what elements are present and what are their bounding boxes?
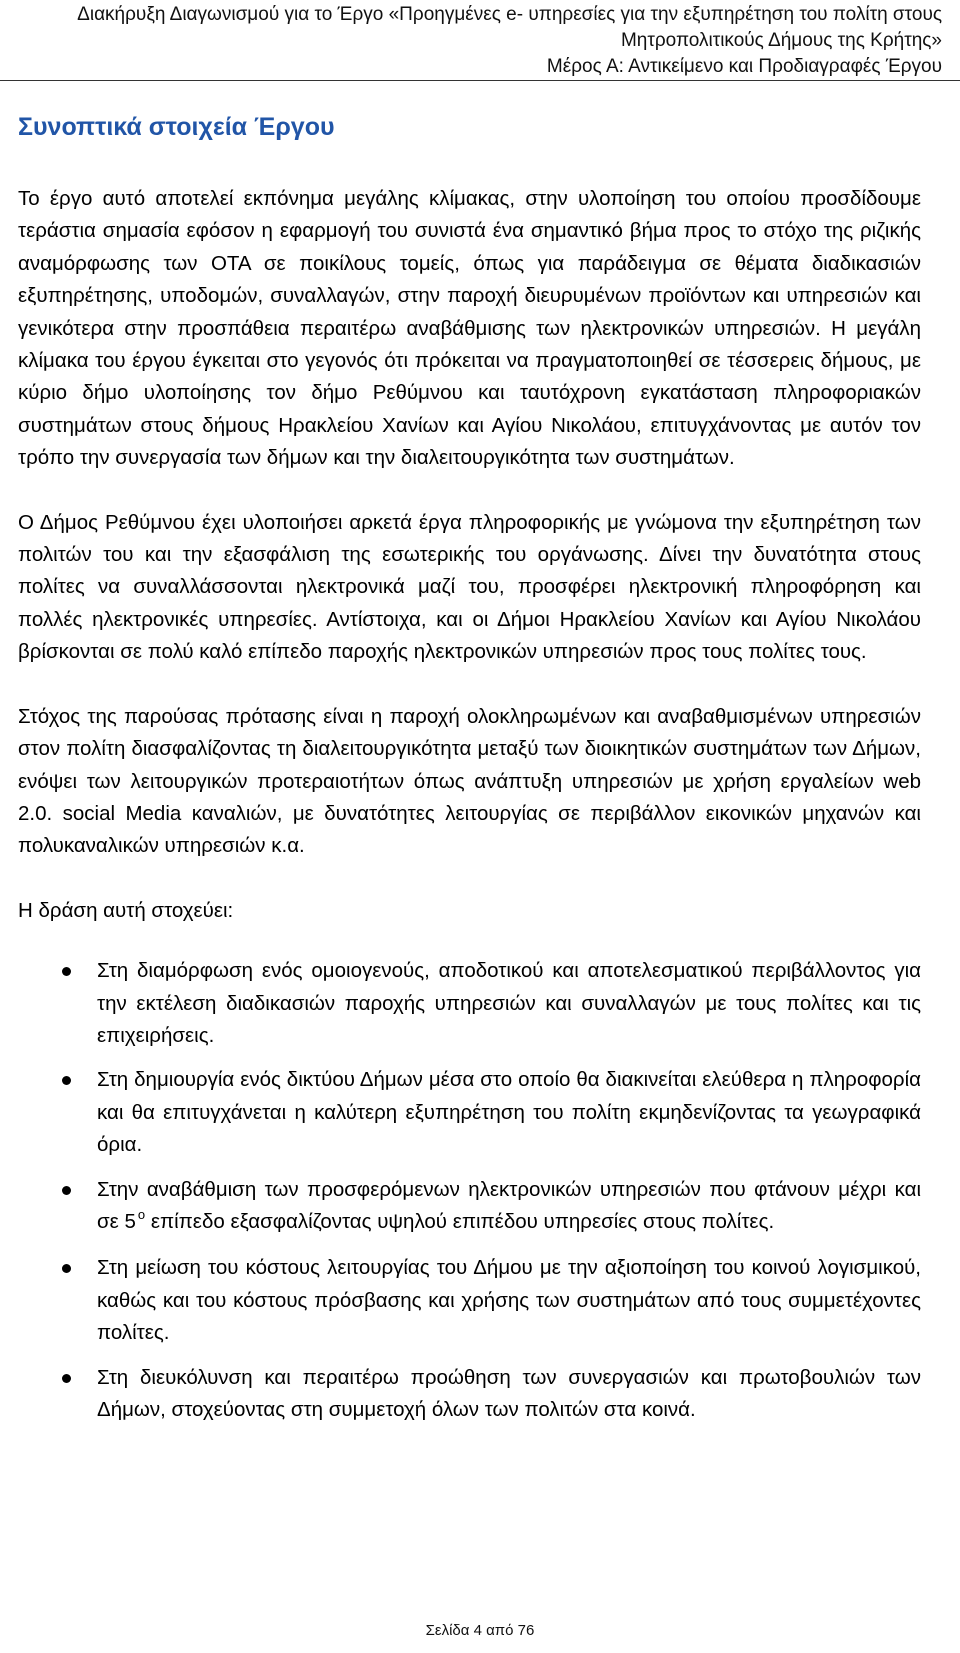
header-line-1: Διακήρυξη Διαγωνισμού για το Έργο «Προηγμένες e- υπηρεσίες για την εξυπηρέτηση του πολίτη στους [77,4,942,25]
objectives-list [18,955,921,1426]
bullet-icon [62,1186,71,1195]
paragraph-proposal-goal: Στόχος της παρούσας πρότασης είναι η παροχή ολοκληρωμένων και αναβαθμισμένων υπηρεσιών στον πολίτη διασφαλίζοντας τη διαλειτουργικότητα μεταξύ των διοικητικών συστημάτων των Δήμων, ενόψει των λειτουργικών προτεραιοτήτων όπως ανάπτυξη υπηρεσιών με χρήση εργαλείων web 2.0. social Media καναλιών, με δυνατότητες λειτουργίας σε περιβάλλον εικονικών μηχανών και πολυκαναλικών υπηρεσιών κ.α. [18,704,921,858]
page-header [18,2,942,80]
list-item-text: Στη διευκόλυνση και περαιτέρω προώθηση των συνεργασιών και πρωτοβουλιών των Δήμων, στοχεύοντας στη συμμετοχή όλων των πολιτών στα κοινά. [97,1365,921,1421]
list-item-text: Στη διαμόρφωση ενός ομοιογενούς, αποδοτικού και αποτελεσματικού περιβάλλοντος για την εκτέλεση διαδικασιών παροχής υπηρεσιών και συναλλαγών με τους πολίτες και τις επιχειρήσεις. [97,959,921,1047]
header-divider [0,80,960,81]
paragraph-rethymno-status: Ο Δήμος Ρεθύμνου έχει υλοποιήσει αρκετά έργα πληροφορικής με γνώμονα την εξυπηρέτηση των πολιτών του και την εξασφάλιση της εσωτερικής του οργάνωσης. Δίνει την δυνατότητα στους πολίτες να συναλλάσσονται ηλεκτρονικά μαζί του, προσφέρει ηλεκτρονική πληροφόρηση και πολλές ηλεκτρονικές υπηρεσίες. Αντίστοιχα, και οι Δήμοι Ηρακλείου Χανίων και Αγίου Νικολάου βρίσκονται σε πολύ καλό επίπεδο παροχής ηλεκτρονικών υπηρεσιών προς τους πολίτες τους. [18,510,921,664]
page-number: Σελίδα 4 από 76 [425,1622,535,1639]
list-item [18,1064,921,1161]
list-item [18,1362,921,1427]
list-item-text-before: Στην αναβάθμιση των προσφερόμενων ηλεκτρονικών υπηρεσιών που φτάνουν μέχρι και σε 5 [97,1177,921,1233]
list-item [18,955,921,1052]
list-item [18,1252,921,1349]
list-item-text-after: επίπεδο εξασφαλίζοντας υψηλού επιπέδου υπηρεσίες στους πολίτες. [145,1209,775,1233]
bullet-icon [62,1076,71,1085]
bullet-icon [62,1374,71,1383]
bullet-icon [62,1264,71,1273]
paragraph-project-scope: Το έργο αυτό αποτελεί εκπόνημα μεγάλης κλίμακας, στην υλοποίηση του οποίου προσδίδουμε τεράστια σημασία εφόσον η εφαρμογή του συνιστά ένα σημαντικό βήμα προς το στόχο της ριζικής αναμόρφωσης των ΟΤΑ σε ποικίλους τομείς, όπως για παράδειγμα σε θέματα διαδικασιών εξυπηρέτησης, υποδομών, συναλλαγών, στην παροχή διευρυμένων προϊόντων και υπηρεσιών και γενικότερα στην προσπάθεια περαιτέρω αναβάθμισης των ηλεκτρονικών υπηρεσιών. Η μεγάλη κλίμακα του έργου έγκειται στο γεγονός ότι πρόκειται να πραγματοποιηθεί σε τέσσερεις δήμους, με κύριο δήμο υλοποίησης τον δήμο Ρεθύμνου και ταυτόχρονη εγκατάσταση πληροφοριακών συστημάτων στους δήμους Ηρακλείου Χανίων και Αγίου Νικολάου, επιτυγχάνοντας με αυτόν τον τρόπο την συνεργασία των δήμων και την διαλειτουργικότητα των συστημάτων. [18,187,921,470]
header-line-3: Μέρος Α: Αντικείμενο και Προδιαγραφές Έργου [546,56,942,77]
paragraph-action-intro: Η δράση αυτή στοχεύει: [18,898,234,922]
page-footer [0,1621,960,1641]
list-item [18,1174,921,1241]
section-title: Συνοπτικά στοιχεία Έργου [18,113,335,141]
list-item-text: Στη μείωση του κόστους λειτουργίας του Δήμου με την αξιοποίηση του κοινού λογισμικού, καθώς και του κόστους πρόσβασης και χρήσης των συστημάτων από τους συμμετέχοντες πολίτες. [97,1256,921,1345]
list-item-text: Στη δημιουργία ενός δικτύου Δήμων μέσα στο οποίο θα διακινείται ελεύθερα η πληροφορία και θα επιτυγχάνεται η καλύτερη εξυπηρέτηση του πολίτη εκμηδενίζοντας τα γεωγραφικά όρια. [97,1068,921,1157]
bullet-icon [62,967,71,976]
page-content [18,109,921,1426]
header-line-2: Μητροπολιτικούς Δήμους της Κρήτης» [620,30,942,51]
superscript-ordinal: ο [137,1206,146,1222]
